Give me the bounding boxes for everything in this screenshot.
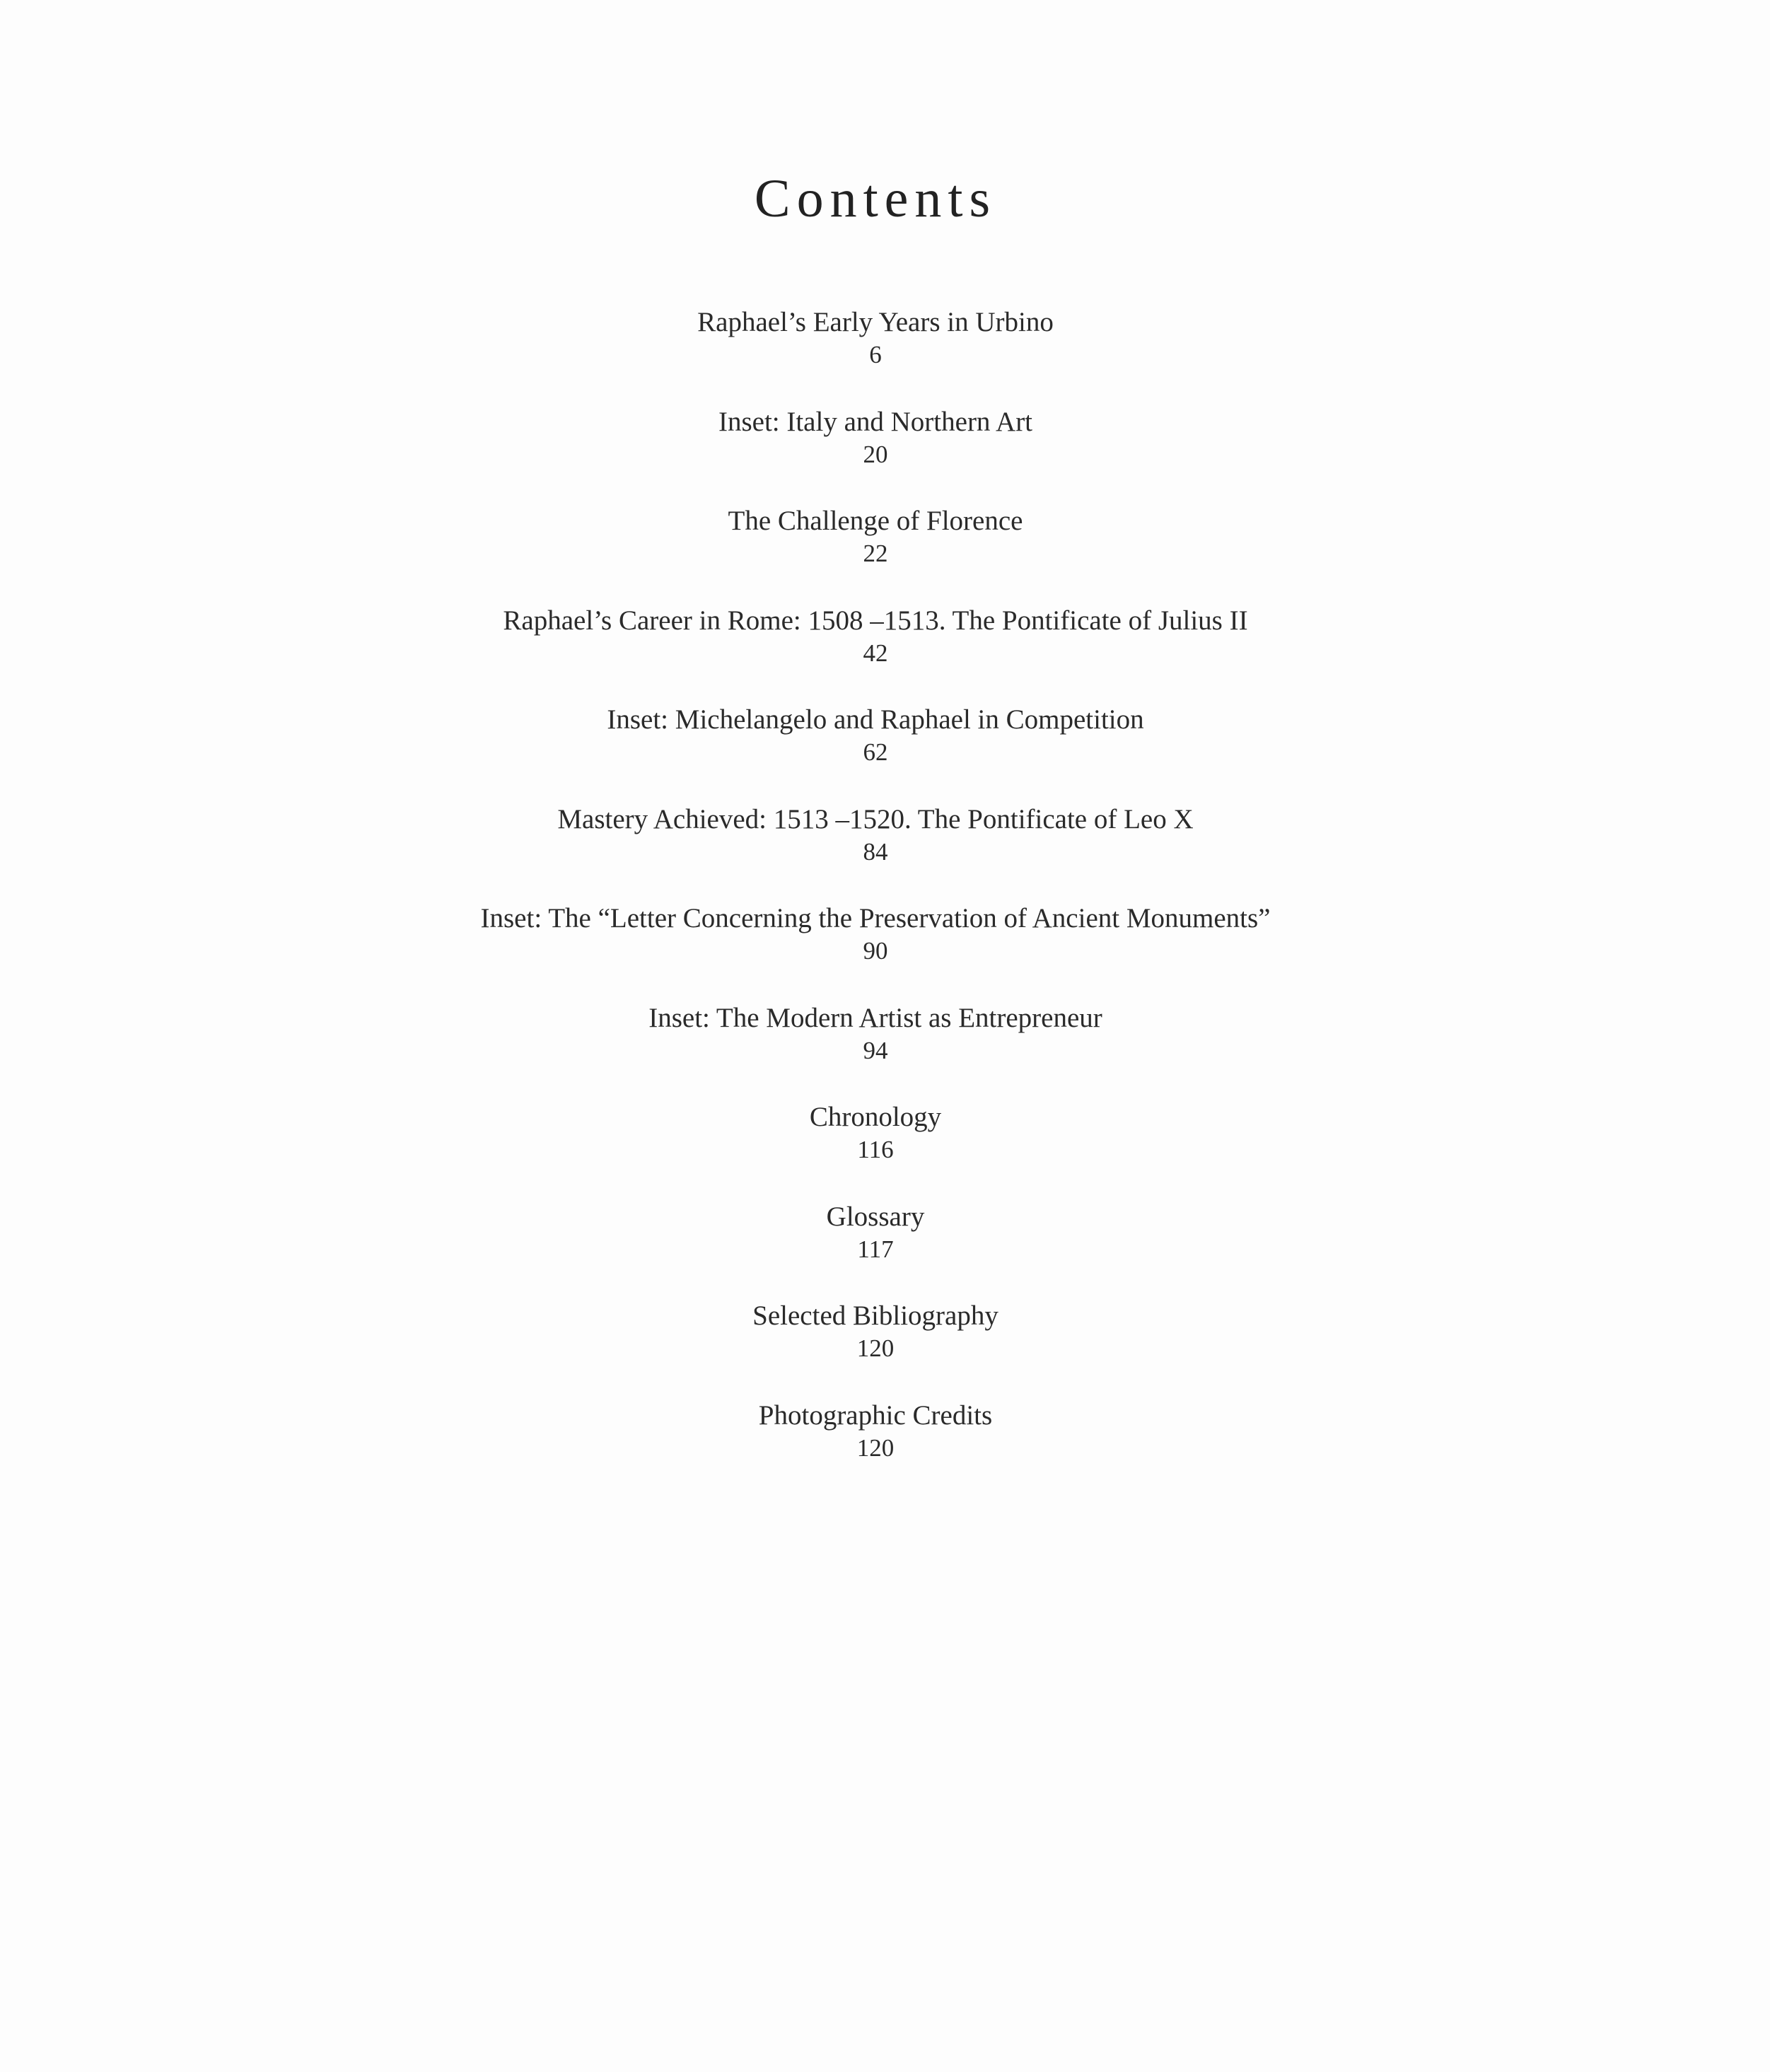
toc-entry <box>0 703 1751 803</box>
toc-entry-title: Chronology <box>809 1102 942 1132</box>
toc-entry-title: Inset: The Modern Artist as Entrepreneur <box>648 1002 1102 1033</box>
toc-entry-title: Inset: Michelangelo and Raphael in Competition <box>607 704 1144 735</box>
toc-entry <box>0 504 1751 604</box>
toc-entry-page: 116 <box>857 1136 894 1163</box>
toc-entry <box>0 604 1751 704</box>
toc-entry-title: Selected Bibliography <box>752 1300 998 1331</box>
toc-entry-title: Raphael’s Career in Rome: 1508 –1513. The Pontificate of Julius II <box>503 605 1248 636</box>
toc-entry <box>0 902 1751 1001</box>
toc-entry <box>0 1200 1751 1300</box>
toc-entry-page: 117 <box>857 1235 894 1263</box>
toc-entry-page: 6 <box>869 341 882 368</box>
toc-entry-page: 42 <box>863 639 888 667</box>
toc-entry-title: The Challenge of Florence <box>728 506 1023 536</box>
toc-entry-page: 84 <box>863 837 888 866</box>
contents-list <box>0 305 1751 1498</box>
toc-entry-title: Mastery Achieved: 1513 –1520. The Pontificate of Leo X <box>557 803 1194 834</box>
toc-entry <box>0 1299 1751 1399</box>
toc-entry <box>0 405 1751 505</box>
toc-entry <box>0 1100 1751 1200</box>
toc-entry-page: 120 <box>856 1433 895 1462</box>
toc-entry-title: Inset: Italy and Northern Art <box>718 406 1033 437</box>
page-title: Contents <box>754 169 997 228</box>
toc-entry-page: 62 <box>863 738 888 766</box>
toc-entry <box>0 803 1751 902</box>
toc-entry-title: Raphael’s Early Years in Urbino <box>697 307 1054 337</box>
toc-entry-page: 20 <box>863 440 888 468</box>
toc-entry <box>0 1399 1751 1498</box>
toc-entry-page: 120 <box>856 1334 895 1362</box>
toc-entry-title: Photographic Credits <box>758 1399 993 1431</box>
toc-entry-page: 94 <box>863 1036 888 1064</box>
toc-entry-page: 22 <box>863 540 888 567</box>
toc-entry <box>0 1001 1751 1101</box>
toc-entry <box>0 305 1751 405</box>
toc-entry-title: Inset: The “Letter Concerning the Preservation of Ancient Monuments” <box>480 903 1271 933</box>
toc-entry-page: 90 <box>863 937 888 965</box>
toc-entry-title: Glossary <box>826 1201 925 1232</box>
